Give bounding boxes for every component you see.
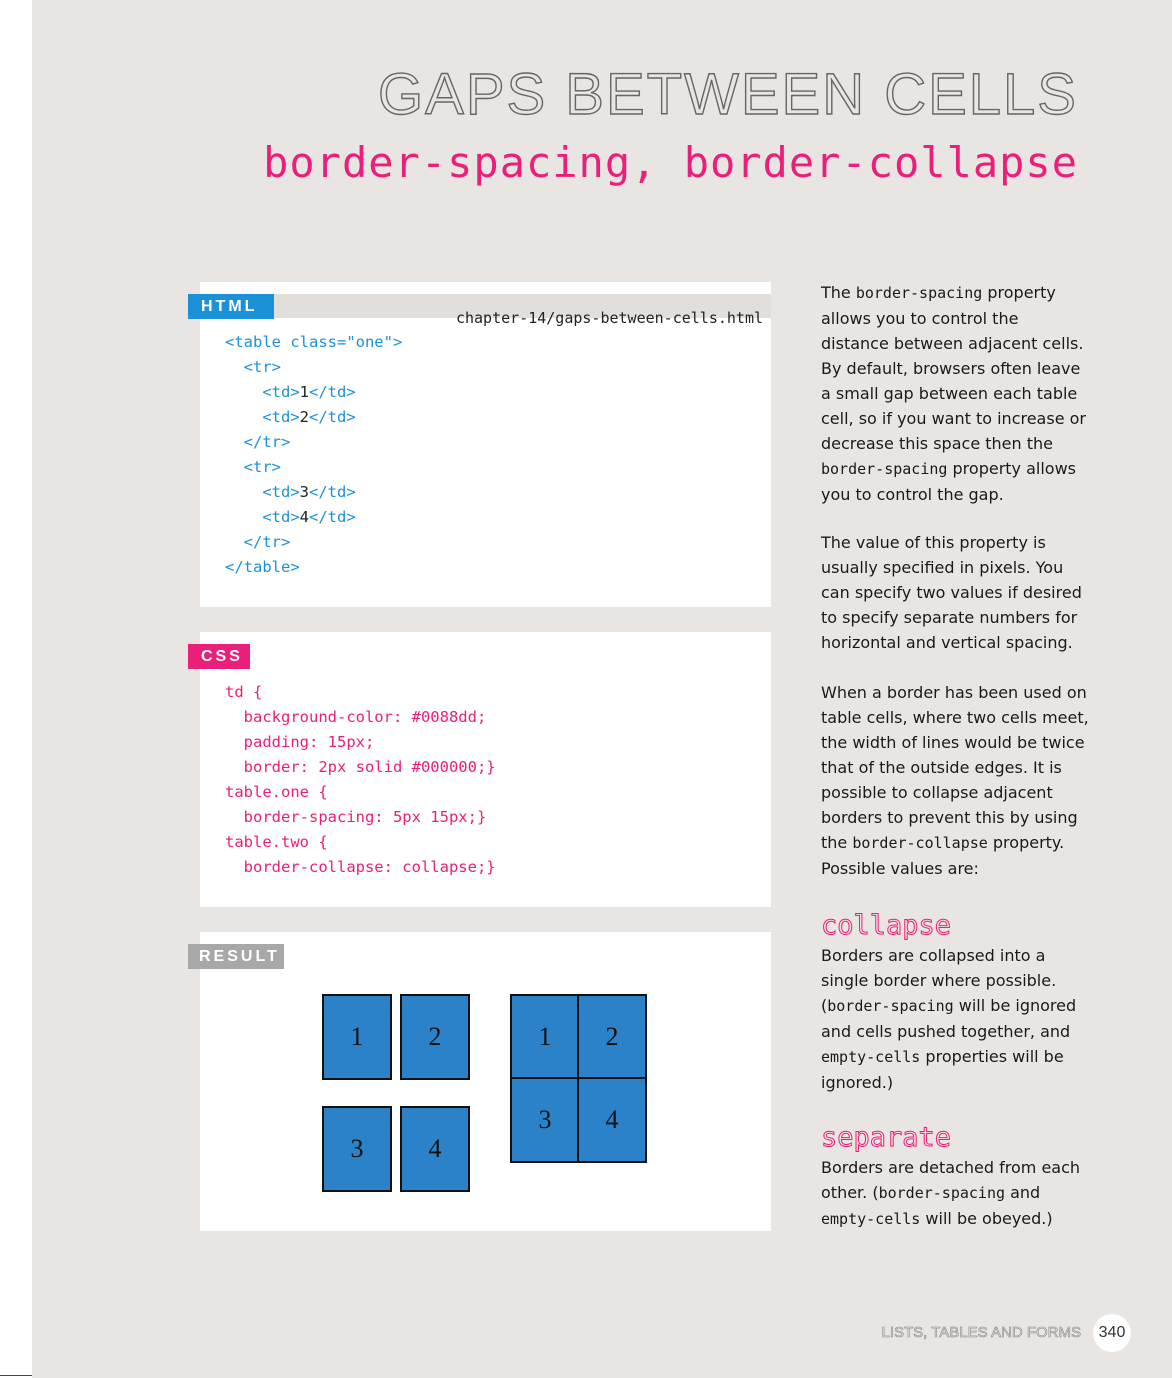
code-cell-number: 3 [299,483,309,501]
code-line: <td> [225,483,300,501]
code-cell-number: 2 [299,408,309,426]
text-run: The value of this property is usually specified in pixels. You can specify two values if desired to specify separate numbers for horizontal and vertical spacing. [821,533,1082,652]
text-run: will be ignored and cells pushed together, and [821,996,1077,1041]
inline-code: empty-cells [821,1048,921,1066]
code-line: background-color: #0088dd; [225,708,487,726]
html-code-block [225,330,402,580]
result-label: RESULT [188,944,284,969]
file-path: chapter-14/gaps-between-cells.html [455,309,763,327]
table-cell: 1 [510,994,580,1080]
page-edge-line [0,1375,32,1376]
css-code-panel [200,632,771,907]
inline-code: empty-cells [821,1210,921,1228]
table-cell: 2 [400,994,470,1080]
html-label: HTML [188,294,274,319]
html-code-panel [200,282,771,607]
table-cell: 3 [510,1077,580,1163]
pixels-paragraph [821,530,1091,655]
code-line: <tr> [225,458,281,476]
code-line: </tr> [225,533,291,551]
code-line: padding: 15px; [225,733,375,751]
code-line: </td> [309,408,356,426]
separated-table-demo [322,994,472,1194]
table-cell: 4 [400,1106,470,1192]
css-label: CSS [188,644,250,669]
text-run: properties will be ignored.) [821,1047,1064,1092]
text-run: Borders are collapsed into a single border where possible. ( [821,946,1057,1015]
result-panel [200,932,771,1231]
table-cell: 1 [322,994,392,1080]
inline-code: border-spacing [855,284,983,302]
table-cell: 2 [577,994,647,1080]
separate-term: separate [821,1122,952,1153]
page-number: 340 [1093,1314,1131,1352]
text-run: property allows you to control the gap. [821,459,1077,504]
page-title: GAPS BETWEEN CELLS [378,62,1078,127]
code-line: <table class="one"> [225,333,403,351]
code-line: </td> [309,508,356,526]
code-line: <td> [225,408,300,426]
css-code-block [225,680,496,880]
code-line: </td> [309,483,356,501]
text-run: The [821,283,856,302]
collapse-term: collapse [821,910,952,941]
table-cell: 4 [577,1077,647,1163]
inline-code: border-spacing [878,1184,1006,1202]
text-run: and [1005,1183,1041,1202]
code-line: <tr> [225,358,281,376]
section-footer: LISTS, TABLES AND FORMS [881,1324,1081,1341]
code-line: </tr> [225,433,291,451]
code-cell-number: 1 [299,383,309,401]
code-line: </table> [225,558,300,576]
collapse-intro-paragraph [821,680,1091,881]
text-run: Borders are detached from each other. ( [821,1158,1081,1202]
html-panel-header [200,294,771,327]
intro-paragraph [821,280,1091,507]
separate-description [821,1155,1091,1232]
text-run: will be obeyed.) [920,1209,1053,1228]
code-cell-number: 4 [299,508,309,526]
text-run: property. Possible values are: [821,833,1065,878]
table-cell: 3 [322,1106,392,1192]
code-line: <td> [225,508,300,526]
inline-code: border-collapse [852,834,988,852]
code-line: <td> [225,383,300,401]
code-line: border-spacing: 5px 15px;} [225,808,487,826]
text-run: When a border has been used on table cells, where two cells meet, the width of lines would be twice that of the outside edges. It is possible to collapse adjacent borders to prevent this by using the [821,683,1089,852]
text-run: property allows you to control the distance between adjacent cells. By default, browsers often leave a small gap between each table cell, so if you want to increase or decrease this space then the [821,283,1086,453]
page-subtitle: border-spacing, border-collapse [263,138,1078,187]
code-line: table.two { [225,833,328,851]
code-line: border: 2px solid #000000;} [225,758,496,776]
code-line: border-collapse: collapse;} [225,858,496,876]
inline-code: border-spacing [821,460,948,478]
code-line: table.one { [225,783,328,801]
collapse-description [821,943,1091,1095]
inline-code: border-spacing [827,997,954,1015]
code-line: td { [225,683,263,701]
code-line: </td> [309,383,356,401]
collapsed-table-demo [510,994,650,1164]
